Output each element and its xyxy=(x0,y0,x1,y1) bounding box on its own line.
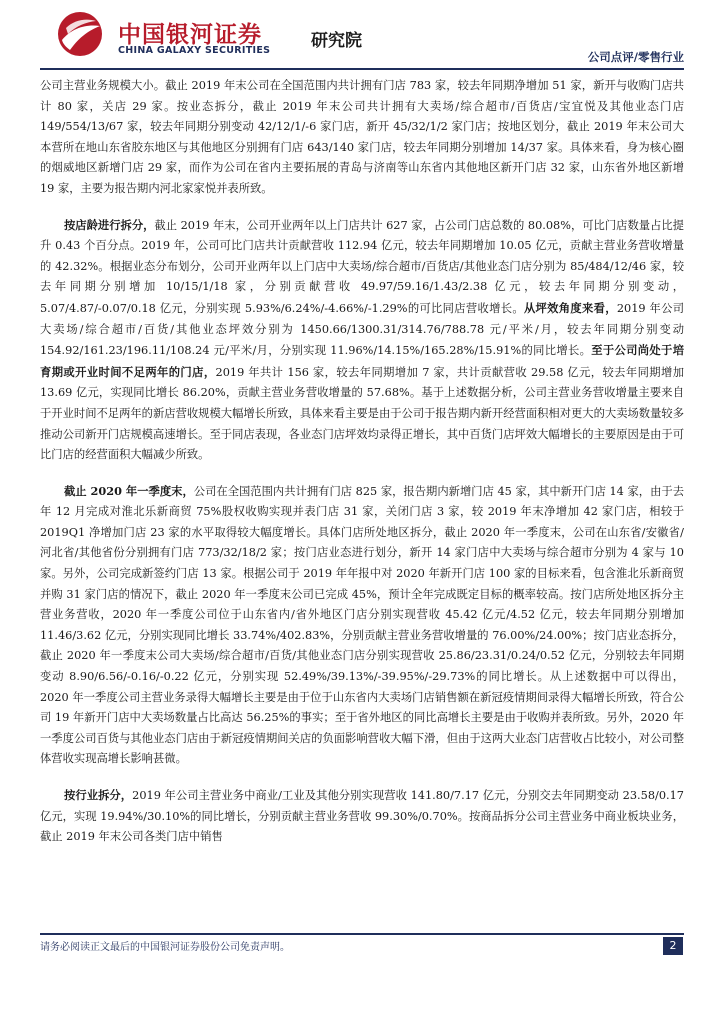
header-divider xyxy=(40,68,684,70)
keyword-store-age: 按店龄进行拆分， xyxy=(64,217,155,232)
text-q1-2020: 公司在全国范围内共计拥有门店 825 家，报告期内新增门店 45 家，其中新开门店 14 家，由于去年 12 月完成对淮北乐新商贸 75%股权收购实现并表门店 31 家，关闭门店 3 家，较 2019 年末净增加 42 家门店，相较于 2019Q1 净增加门店 23 家的水平取得较大幅度增长。具体门店所处地区拆分，截止 2020 年一季度末，公司在山东省/安徽省/河北省/其他省份分别拥有门店 773/32/18/2 家；按门店业态进行划分，新开 14 家门店中大卖场与综合超市分别为 4 家与 10 家。另外，公司完成新签约门店 13 家。根据公司于 2019 年年报中对 2020 年新开门店 100 家的目标来看，包含淮北乐新商贸并购 31 家门店的情况下，截止 2020 年一季度末公司已完成 45%，预计全年完成既定目标的概率较高。按门店所处地区拆分主营业务营收，2020 年一季度公司位于山东省内/省外地区门店分别实现营收 45.42 亿元/4.52 亿元，较去年同期分别增加 11.46/3.62 亿元，分别实现同比增长 33.74%/402.83%，分别贡献主营业务营收增量的 76.00%/24.00%；按门店业态拆分，截止 2020 年一季度末公司大卖场/综合超市/百货/其他业态门店分别实现营收 25.86/23.31/0.24/0.52 亿元，分别较去年同期变动 8.90/6.56/-0.16/-0.22 亿元，分别实现 52.49%/39.13%/-39.95%/-29.73%的同比增长。从上述数据中可以得出，2020 年一季度公司主营业务录得大幅增长主要是由于位于山东省内大卖场门店销售额在新冠疫情期间录得大幅增长所致，符合公司 19 年新开门店中大卖场数量占比高达 56.25%的事实；至于省外地区的同比高增长主要是由于收购并表所致。另外，2020 年一季度公司百货与其他业态门店由于新冠疫情期间关店的负面影响营收大幅下滑，但由于这两大业态门店营收占比较小，对公司整体营收实现高增长影响甚微。 xyxy=(40,484,684,766)
text-by-industry: 2019 年公司主营业务中商业/工业及其他分别实现营收 141.80/7.17 亿元，分别交去年同期变动 23.58/0.17 亿元，实现 19.94%/30.10%的同比增长，分别贡献主营业务营收 99.30%/0.70%。按商品拆分公司主营业务中商业板块业务，截止 2019 年末公司各类门店中销售 xyxy=(40,789,684,844)
paragraph-q1-2020 xyxy=(40,481,684,770)
page-header xyxy=(0,0,724,70)
page-number: 2 xyxy=(663,937,683,955)
keyword-q1-2020: 截止 2020 年一季度末， xyxy=(64,483,194,498)
report-category: 公司点评/零售行业 xyxy=(587,50,684,64)
paragraph-by-industry xyxy=(40,785,684,848)
brand-logo xyxy=(56,10,362,62)
keyword-by-industry: 按行业拆分， xyxy=(64,788,133,802)
galaxy-logo-icon xyxy=(56,10,104,58)
paragraph-store-age xyxy=(40,215,684,466)
text-store-age-c: 2019 年共计 156 家，较去年同期增加 7 家，共计贡献营收 29.58 亿元，较去年同期增加 13.69 亿元，实现同比增长 86.20%，贡献主营业务营收增量的 57.68%。基于上述数据分析，公司主营业务营收增量主要来自于开业时间不足两年的新店营收规模大幅增长所致，具体来看主要是由于公司于报告期内新开经营面积相对更大的大卖场数量较多推动公司新开门店规模高速增长。至于同店表现，各业态门店坪效均录得正增长，其中百货门店坪效大幅增长的主要原因是由于可比门店的经营面积大幅减少所致。 xyxy=(40,365,684,462)
paragraph-store-scale: 公司主营业务规模大小。截止 2019 年末公司在全国范围内共计拥有门店 783 家，较去年同期净增加 51 家，新开与收购门店共计 80 家，关店 29 家。按业态拆分，截止 2019 年末公司共计拥有大卖场/综合超市/百货店/宝宜悦及其他业态门店 149/554/13/67 家，较去年同期分别变动 42/12/1/-6 家门店，新开 45/32/1/2 家门店；按地区划分，截止 2019 年末公司大本营所在地山东省胶东地区与其他地区分别拥有门店 643/140 家门店，较去年同期分别增加 14/37 家。具体来看，身为核心圈的烟威地区新增门店 29 家，而作为公司在省内主要拓展的青岛与济南等山东省内其他地区新开门店 32 家，山东省外地区新增 19 家，主要为报告期内河北家家悦并表所致。 xyxy=(40,79,684,195)
report-body xyxy=(40,76,684,926)
department-label: 研究院 xyxy=(311,31,362,51)
brand-name-cn: 中国银河证券 xyxy=(118,22,262,48)
keyword-new-stores: 至于公司尚处于培育期或开业时间不足两年的门店， xyxy=(40,343,684,379)
brand-name-en: CHINA GALAXY SECURITIES xyxy=(118,45,271,56)
footer-divider xyxy=(40,933,684,935)
text-store-age-a: 截止 2019 年末，公司开业两年以上门店共计 627 家，占公司门店总数的 80.08%，可比门店数量占比提升 0.43 个百分点。2019 年，公司可比门店共计贡献营收 112.94 亿元，较去年同期增加 10.05 亿元，贡献主营业务营收增量的 42.32%。根据业态分布划分，公司开业两年以上门店中大卖场/综合超市/百货店/其他业态门店分别为 85/484/12/46 家，较去年同期分别增加 10/15/1/18 家，分别贡献营收 49.97/59.16/1.43/2.38 亿元，较去年同期分别变动，5.07/4.87/-0.07/0.18 亿元，分别实现 5.93%/6.24%/-4.66%/-1.29%的可比同店营收增长。 xyxy=(40,218,684,315)
text-store-age-b: 2019 年公司大卖场/综合超市/百货/其他业态坪效分别为 1450.66/1300.31/314.76/788.78 元/平米/月，较去年同期分别变动 154.92/161.23/196.11/108.24 元/平米/月，分别实现 11.96%/14.15%/165.28%/15.91%的同比增长。 xyxy=(40,301,684,358)
disclaimer-note: 请务必阅读正文最后的中国银河证券股份公司免责声明。 xyxy=(40,942,290,953)
keyword-sales-per-area: 从坪效角度来看， xyxy=(523,300,617,315)
